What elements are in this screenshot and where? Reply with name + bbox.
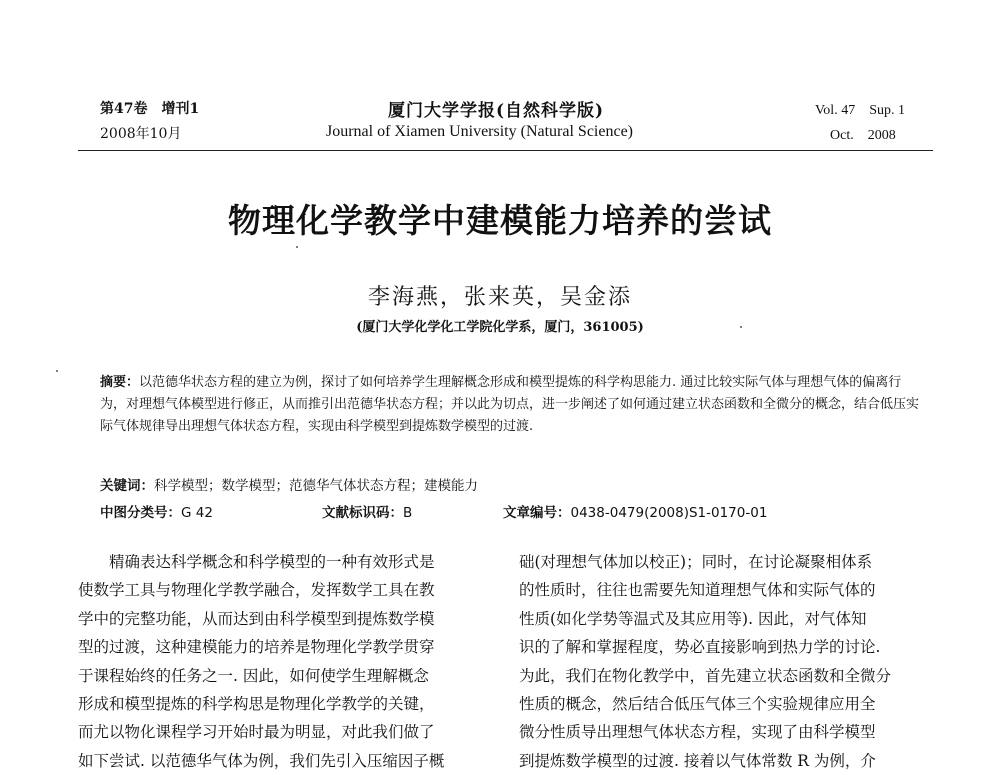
body-line: 而尤以物化课程学习开始时最为明显，对此我们做了 bbox=[78, 723, 435, 742]
document-code-label: 文献标识码： bbox=[322, 505, 403, 521]
body-line: 精确表达科学概念和科学模型的一种有效形式是 bbox=[78, 553, 435, 571]
abstract-text: 以范德华状态方程的建立为例，探讨了如何培养学生理解概念形成和模型提炼的科学构思能力. 通过比较实际气体与理想气体的偏离行为，对理想气体模型进行修正，从而推引出范德华状态方程；并以此为切点，进一步阐述了如何通过建立状态函数和全微分的概念，结合低压实际气体规律导出理想气体状态方程，实现由科学模型到提炼数学模型的过渡. bbox=[100, 375, 920, 434]
body-column-right bbox=[519, 548, 937, 775]
clc-number bbox=[100, 501, 213, 521]
abstract bbox=[100, 372, 920, 438]
keywords-label: 关键词： bbox=[100, 478, 154, 494]
keywords-text: 科学模型；数学模型；范德华气体状态方程；建模能力 bbox=[154, 478, 478, 494]
paper-title: 物理化学教学中建模能力培养的尝试 bbox=[228, 201, 772, 240]
header-journal-en: Journal of Xiamen University (Natural Science) bbox=[326, 123, 634, 140]
body-line: 学中的完整功能，从而达到由科学模型到提炼数学模 bbox=[78, 609, 435, 628]
clc-label: 中图分类号： bbox=[100, 505, 181, 521]
body-line: 为此，我们在物化教学中，首先建立状态函数和全微分 bbox=[519, 666, 892, 685]
header-volume-cn: 第47卷 增刊1 bbox=[100, 101, 200, 117]
article-number-label: 文章编号： bbox=[503, 505, 571, 521]
document-code-value: B bbox=[403, 505, 413, 521]
body-line: 形成和模型提炼的科学构思是物理化学教学的关键， bbox=[78, 694, 435, 713]
header-journal-cn: 厦门大学学报(自然科学版) bbox=[388, 101, 605, 121]
body-column-left bbox=[78, 548, 496, 775]
abstract-label: 摘要： bbox=[100, 375, 140, 390]
header-date-en: Oct. 2008 bbox=[830, 128, 896, 143]
authors: 李海燕，张来英，吴金添 bbox=[367, 285, 632, 310]
header-date-cn: 2008年10月 bbox=[100, 126, 182, 142]
document-code bbox=[322, 501, 412, 521]
keywords bbox=[100, 474, 478, 494]
scan-speck bbox=[296, 246, 298, 248]
body-line: 识的了解和掌握程度，势必直接影响到热力学的讨论. bbox=[519, 638, 881, 657]
body-line: 微分性质导出理想气体状态方程，实现了由科学模型 bbox=[519, 723, 876, 742]
body-line: 于课程始终的任务之一. 因此，如何使学生理解概念 bbox=[78, 666, 429, 685]
body-line: 到提炼数学模型的过渡. 接着以气体常数 R 为例，介 bbox=[519, 751, 876, 770]
body-line: 性质的概念，然后结合低压气体三个实验规律应用全 bbox=[519, 694, 876, 713]
affiliation: (厦门大学化学化工学院化学系，厦门，361005) bbox=[356, 320, 644, 335]
scan-speck bbox=[56, 370, 58, 372]
article-number bbox=[503, 501, 767, 521]
clc-value: G 42 bbox=[181, 505, 213, 521]
body-line: 性质(如化学势等温式及其应用等). 因此，对气体知 bbox=[519, 609, 867, 628]
body-line: 的性质时，往往也需要先知道理想气体和实际气体的 bbox=[519, 581, 876, 600]
scan-speck bbox=[740, 326, 742, 328]
body-line: 础(对理想气体加以校正)；同时，在讨论凝聚相体系 bbox=[519, 553, 873, 571]
header-volume-en: Vol. 47 Sup. 1 bbox=[815, 103, 905, 118]
body-line: 型的过渡，这种建模能力的培养是物理化学教学贯穿 bbox=[78, 638, 435, 657]
body-line: 使数学工具与物理化学教学融合，发挥数学工具在教 bbox=[78, 581, 435, 600]
article-number-value: 0438-0479(2008)S1-0170-01 bbox=[570, 505, 768, 521]
body-line: 如下尝试. 以范德华气体为例，我们先引入压缩因子概 bbox=[78, 751, 445, 770]
header-rule bbox=[78, 150, 933, 151]
